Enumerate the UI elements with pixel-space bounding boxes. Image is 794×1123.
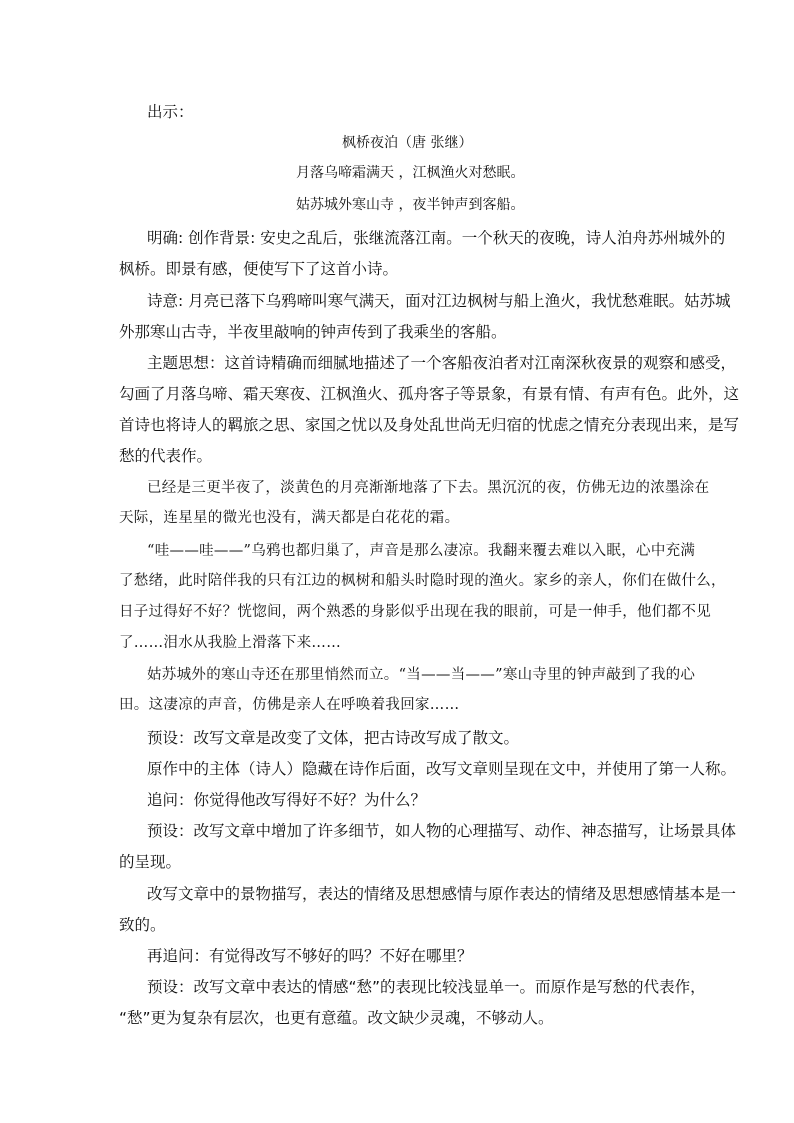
theme-paragraph-line: 勾画了月落乌啼、霜天寒夜、江枫渔火、孤舟客子等景象，有景有情、有声有色。此外，这 [119, 385, 740, 403]
preset-line: 改写文章中的景物描写，表达的情绪及思想感情与原作表达的情绪及思想感情基本是一 [147, 885, 737, 903]
preset-line: “愁”更为复杂有层次，也更有意蕴。改文缺少灵魂，不够动人。 [119, 1009, 554, 1027]
rewrite-paragraph-line: 天际，连星星的微光也没有，满天都是白花花的霜。 [119, 510, 460, 526]
rewrite-paragraph-line: 了……泪水从我脸上滑落下来…… [119, 635, 341, 651]
preset-line: 原作中的主体（诗人）隐藏在诗作后面，改写文章则呈现在文中，并使用了第一人称。 [147, 760, 737, 778]
poem-title: 枫桥夜泊（唐 张继） [342, 135, 473, 151]
followup-question: 再追问：有觉得改写不够好的吗？不好在哪里？ [147, 947, 473, 965]
meaning-paragraph-line: 诗意: 月亮已落下乌鸦啼叫寒气满天，面对江边枫树与船上渔火，我忧愁难眠。姑苏城 [147, 292, 731, 310]
background-paragraph-line: 枫桥。即景有感，便使写下了这首小诗。 [119, 260, 399, 278]
preset-line: 预设：改写文章是改变了文体，把古诗改写成了散文。 [147, 729, 520, 747]
followup-question: 追问：你觉得他改写得好不好？为什么？ [147, 791, 427, 809]
preset-line: 预设：改写文章中表达的情感“愁”的表现比较浅显单一。而原作是写愁的代表作， [147, 978, 706, 996]
rewrite-paragraph-line: 日子过得好不好？恍惚间，两个熟悉的身影似乎出现在我的眼前，可是一伸手，他们都不见 [119, 604, 711, 620]
rewrite-paragraph-line: 田。这凄凉的声音，仿佛是亲人在呼唤着我回家…… [119, 697, 460, 713]
rewrite-paragraph-line: “哇——哇——”乌鸦也都归巢了，声音是那么凄凉。我翻来覆去难以入眠，心中充满 [147, 543, 696, 559]
meaning-paragraph-line: 外那寒山古寺，半夜里敲响的钟声传到了我乘坐的客船。 [119, 323, 507, 341]
preset-line: 致的。 [119, 916, 166, 934]
poem-line: 月落乌啼霜满天 ，江枫渔火对愁眠。 [296, 165, 525, 181]
theme-paragraph-line: 愁的代表作。 [119, 447, 213, 465]
rewrite-paragraph-line: 姑苏城外的寒山寺还在那里悄然而立。“当——当——”寒山寺里的钟声敲到了我的心 [147, 667, 696, 683]
theme-paragraph-line: 首诗也将诗人的羁旅之思、家国之忧以及身处乱世尚无归宿的忧虑之情充分表现出来，是写 [119, 416, 740, 434]
poem-line: 姑苏城外寒山寺 ，夜半钟声到客船。 [296, 197, 525, 213]
preset-line: 的呈现。 [119, 853, 182, 871]
theme-paragraph-line: 主题思想：这首诗精确而细腻地描述了一个客船夜泊者对江南深秋夜景的观察和感受， [147, 354, 737, 372]
rewrite-paragraph-line: 已经是三更半夜了，淡黄色的月亮渐渐地落了下去。黑沉沉的夜，仿佛无边的浓墨涂在 [147, 480, 710, 496]
preset-line: 预设：改写文章中增加了许多细节，如人物的心理描写、动作、神态描写，让场景具体 [147, 822, 737, 840]
background-paragraph-line: 明确: 创作背景: 安史之乱后，张继流落江南。一个秋天的夜晚，诗人泊舟苏州城外的 [147, 229, 726, 247]
rewrite-paragraph-line: 了愁绪，此时陪伴我的只有江边的枫树和船头时隐时现的渔火。家乡的亲人，你们在做什么， [119, 573, 726, 589]
intro-text: 出示： [147, 103, 194, 121]
